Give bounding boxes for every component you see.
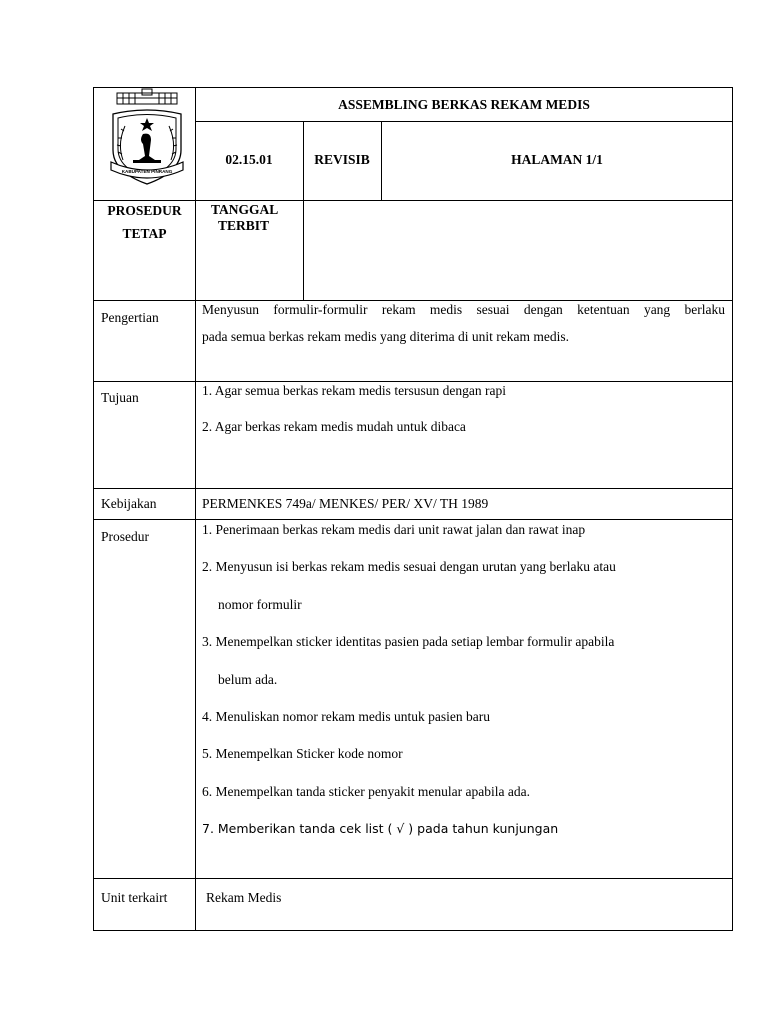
issue-date-label-line1: TANGGAL xyxy=(211,202,279,217)
prosedur-label: Prosedur xyxy=(101,529,149,544)
prosedur-line-3-cont: belum ada. xyxy=(218,672,278,687)
kebijakan-value: PERMENKES 749a/ MENKES/ PER/ XV/ TH 1989 xyxy=(202,496,489,511)
prosedur-line-2-cont: nomor formulir xyxy=(218,597,302,612)
pengertian-row-divider xyxy=(94,381,733,382)
unit-terkait-label: Unit terkairt xyxy=(101,890,168,905)
tujuan-item-2: 2. Agar berkas rekam medis mudah untuk dibaca xyxy=(202,419,466,434)
prosedur-line-1: 1. Penerimaan berkas rekam medis dari unit rawat jalan dan rawat inap xyxy=(202,522,586,537)
prosedur-line-3: 3. Menempelkan sticker identitas pasien pada setiap lembar formulir apabila xyxy=(202,634,615,649)
pengertian-line-2: pada semua berkas rekam medis yang diterima di unit rekam medis. xyxy=(202,329,570,344)
pengertian-label: Pengertian xyxy=(101,310,159,325)
page-label: HALAMAN 1/1 xyxy=(511,152,603,167)
tujuan-row-divider xyxy=(94,488,733,489)
regency-emblem-icon xyxy=(99,88,195,194)
kebijakan-label: Kebijakan xyxy=(101,496,157,511)
prosedur-line-4: 4. Menuliskan nomor rekam medis untuk pasien baru xyxy=(202,709,490,724)
sop-document xyxy=(93,87,733,931)
pengertian-line-1: Menyusun formulir-formulir rekam medis sesuai dengan ketentuan yang berlaku xyxy=(202,302,725,317)
kebijakan-row-divider xyxy=(94,519,733,520)
header-row-divider xyxy=(94,200,733,201)
prosedur-line-2: 2. Menyusun isi berkas rekam medis sesuai dengan urutan yang berlaku atau xyxy=(202,559,616,574)
prosedur-line-6: 6. Menempelkan tanda sticker penyakit menular apabila ada. xyxy=(202,784,530,799)
procedure-label-line1: PROSEDUR xyxy=(107,203,182,218)
header-title-divider xyxy=(195,121,733,122)
document-number: 02.15.01 xyxy=(225,152,273,167)
logo-column-divider xyxy=(195,88,196,931)
issue-date-label-line2: TERBIT xyxy=(218,218,270,233)
unit-terkait-value: Rekam Medis xyxy=(206,890,282,905)
prosedur-row-divider xyxy=(94,878,733,879)
document-title: ASSEMBLING BERKAS REKAM MEDIS xyxy=(338,97,590,112)
doc-number-divider xyxy=(303,121,304,301)
prosedur-line-5: 5. Menempelkan Sticker kode nomor xyxy=(202,746,403,761)
tujuan-label: Tujuan xyxy=(101,390,139,405)
procedure-row-divider xyxy=(94,300,733,301)
prosedur-line-7: 7. Memberikan tanda cek list ( √ ) pada tahun kunjungan xyxy=(202,821,559,836)
procedure-label-line2: TETAP xyxy=(122,226,167,241)
emblem-banner-text: KABUPATEN PINRANG xyxy=(121,169,173,174)
tujuan-item-1: 1. Agar semua berkas rekam medis tersusun dengan rapi xyxy=(202,383,507,398)
revision-label: REVISIB xyxy=(314,152,370,167)
